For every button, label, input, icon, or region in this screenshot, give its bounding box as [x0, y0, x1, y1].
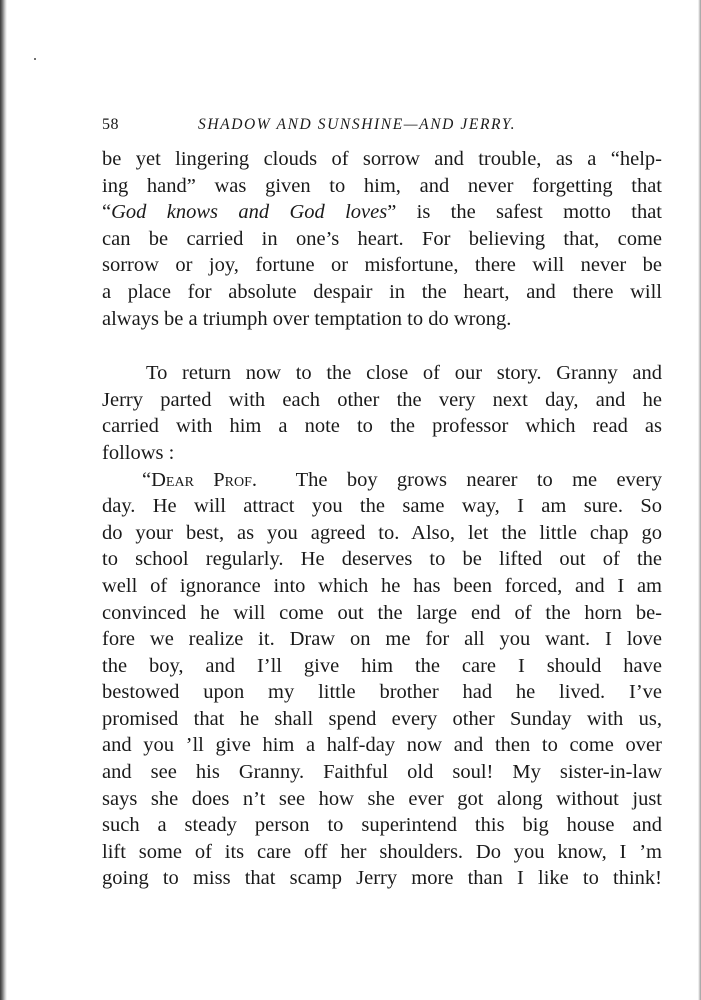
text-line: and you ’ll give him a half-day now and then to come over [102, 734, 662, 757]
text-line: the boy, and I’ll give him the care I should have [102, 654, 662, 677]
page-number: 58 [102, 116, 119, 133]
text-line: going to miss that scamp Jerry more than I like to think! [102, 867, 662, 890]
text-span: ” is the safest motto that [387, 201, 662, 224]
text-line: always be a triumph over temptation to do wrong. [102, 307, 512, 330]
text-line: and see his Granny. Faithful old soul! My sister-in-law [102, 761, 662, 784]
paragraph-1 [102, 146, 662, 332]
text-line: says she does n’t see how she ever got along without just [102, 787, 662, 810]
text-line: day. He will attract you the same way, I am sure. So [102, 495, 662, 518]
page-binding-edge [0, 0, 7, 1000]
text-line: sorrow or joy, fortune or misfortune, there will never be [102, 254, 662, 277]
text-line: ing hand” was given to him, and never forgetting that [102, 174, 662, 197]
italic-motto: God knows and God loves [111, 201, 388, 224]
letter-quote [102, 467, 662, 893]
text-line: fore we realize it. Draw on me for all you want. I love [102, 628, 662, 651]
text-span: The boy grows nearer to me every [295, 468, 662, 491]
letter-salutation: “Dear Prof. [142, 468, 257, 491]
paper-speck [34, 58, 36, 60]
text-line: to school regularly. He deserves to be lifted out of the [102, 548, 662, 571]
page-body [102, 146, 662, 892]
running-title: SHADOW AND SUNSHINE—AND JERRY. [198, 116, 517, 133]
open-quote: “ [102, 201, 112, 224]
text-line: be yet lingering clouds of sorrow and trouble, as a “help- [102, 148, 662, 170]
text-line: well of ignorance into which he has been forced, and I am [102, 574, 662, 597]
text-line: follows : [102, 441, 175, 464]
text-line [102, 199, 662, 226]
text-line [102, 467, 662, 494]
text-line: can be carried in one’s heart. For believing that, come [102, 227, 662, 250]
text-line: carried with him a note to the professor which read as [102, 415, 662, 438]
text-line: do your best, as you agreed to. Also, let the little chap go [102, 521, 662, 544]
text-line: such a steady person to superintend this big house and [102, 814, 662, 837]
page-header [102, 116, 662, 138]
paragraph-2 [102, 360, 662, 466]
text-line: lift some of its care off her shoulders. Do you know, I ’m [102, 840, 662, 863]
paragraph-spacer [102, 332, 662, 360]
text-line: Jerry parted with each other the very next day, and he [102, 388, 662, 411]
text-line: a place for absolute despair in the heart, and there will [102, 280, 662, 303]
text-line: promised that he shall spend every other Sunday with us, [102, 707, 662, 730]
text-line: convinced he will come out the large end of the horn be- [102, 601, 662, 624]
text-line: bestowed upon my little brother had he lived. I’ve [102, 681, 662, 704]
text-line: To return now to the close of our story. Granny and [146, 362, 662, 385]
